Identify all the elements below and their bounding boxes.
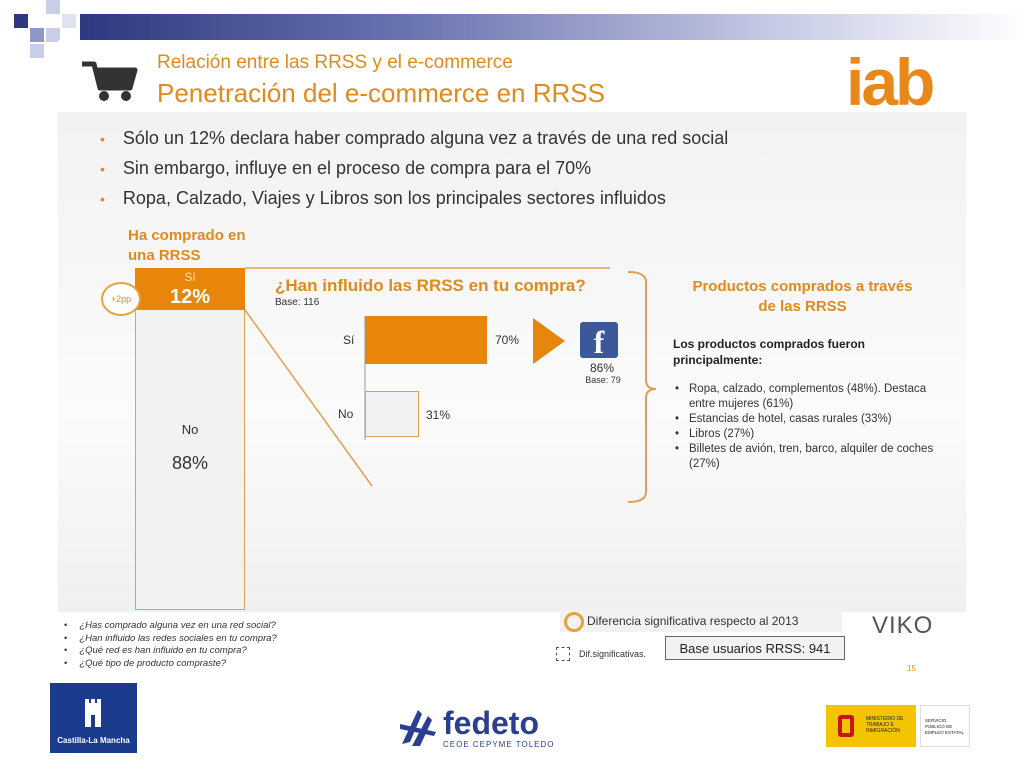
- list-item: • ¿Qué red es han influido en tu compra?: [64, 645, 277, 658]
- chart2-bar-no: [365, 391, 419, 437]
- page-number: 15: [907, 664, 916, 673]
- list-item: • Billetes de avión, tren, barco, alquiler de coches (27%): [673, 442, 948, 472]
- iab-logo: iab: [846, 45, 933, 119]
- castle-icon: [81, 693, 105, 729]
- list-item: • Ropa, calzado, complementos (48%). Destaca entre mujeres (61%): [673, 382, 948, 412]
- chart1-category-yes: Sí: [184, 270, 196, 284]
- viko-logo: VIKO: [872, 612, 934, 639]
- chart2-base: Base: 116: [275, 297, 320, 308]
- fedeto-mark-icon: [398, 704, 440, 750]
- list-item: • Sin embargo, influye en el proceso de compra para el 70%: [100, 154, 728, 184]
- legend-dif-text: Dif.significativas.: [579, 649, 647, 659]
- legend-significance-text: Diferencia significativa respecto al 2013: [587, 614, 799, 628]
- facebook-base: Base: 79: [585, 375, 621, 385]
- chart1-category-no: No: [181, 422, 199, 437]
- fedeto-subtitle: CEOE CEPYME TOLEDO: [443, 740, 555, 749]
- list-item: • ¿Has comprado alguna vez en una red social?: [64, 620, 277, 633]
- significance-ring-icon: [564, 612, 584, 632]
- fedeto-logo: fedeto: [443, 705, 539, 741]
- clm-logo-text: Castilla-La Mancha: [57, 736, 130, 745]
- list-item: • Libros (27%): [673, 427, 948, 442]
- ministerio-text: MINISTERIO DE TRABAJO E INMIGRACIÓN: [866, 716, 904, 734]
- chart1-value-no: 88%: [171, 453, 209, 473]
- chart1-value-yes: 12%: [169, 286, 211, 308]
- list-item: • ¿Han influido las redes sociales en tu compra?: [64, 633, 277, 646]
- slide-subtitle: Relación entre las RRSS y el e-commerce: [157, 52, 513, 73]
- products-title: Productos comprados a través de las RRSS: [692, 278, 913, 315]
- chart2-value-no: 31%: [426, 408, 451, 422]
- chart2-bar-yes: [365, 316, 487, 364]
- sepe-logo: SERVICIO PÚBLICO DE EMPLEO ESTATAL: [920, 705, 970, 747]
- list-item: • Ropa, Calzado, Viajes y Libros son los principales sectores influidos: [100, 184, 728, 214]
- coat-of-arms-icon: [832, 711, 860, 741]
- list-item: • Estancias de hotel, casas rurales (33%): [673, 412, 948, 427]
- list-item: • ¿Qué tipo de producto compraste?: [64, 658, 277, 671]
- chart2-category-yes: Sí: [343, 333, 355, 347]
- products-list: [673, 382, 948, 472]
- products-intro: Los productos comprados fueron principalmente:: [673, 337, 866, 367]
- list-item: • Sólo un 12% declara haber comprado alguna vez a través de una red social: [100, 124, 728, 154]
- chart2-category-no: No: [338, 407, 354, 421]
- facebook-icon: f: [580, 322, 618, 358]
- survey-questions-list: [64, 620, 277, 670]
- base-users-box: Base usuarios RRSS: 941: [665, 636, 845, 660]
- chart1-annotation-badge: +2pp: [101, 282, 141, 316]
- dashed-square-icon: [556, 647, 570, 661]
- castilla-la-mancha-logo: [50, 683, 137, 753]
- chart2-value-yes: 70%: [495, 333, 520, 347]
- facebook-percentage: 86%: [589, 361, 615, 375]
- chart1-title: Ha comprado en una RRSS: [128, 227, 246, 264]
- chart2-title: ¿Han influido las RRSS en tu compra?: [275, 276, 586, 295]
- slide-title: Penetración del e-commerce en RRSS: [157, 78, 605, 108]
